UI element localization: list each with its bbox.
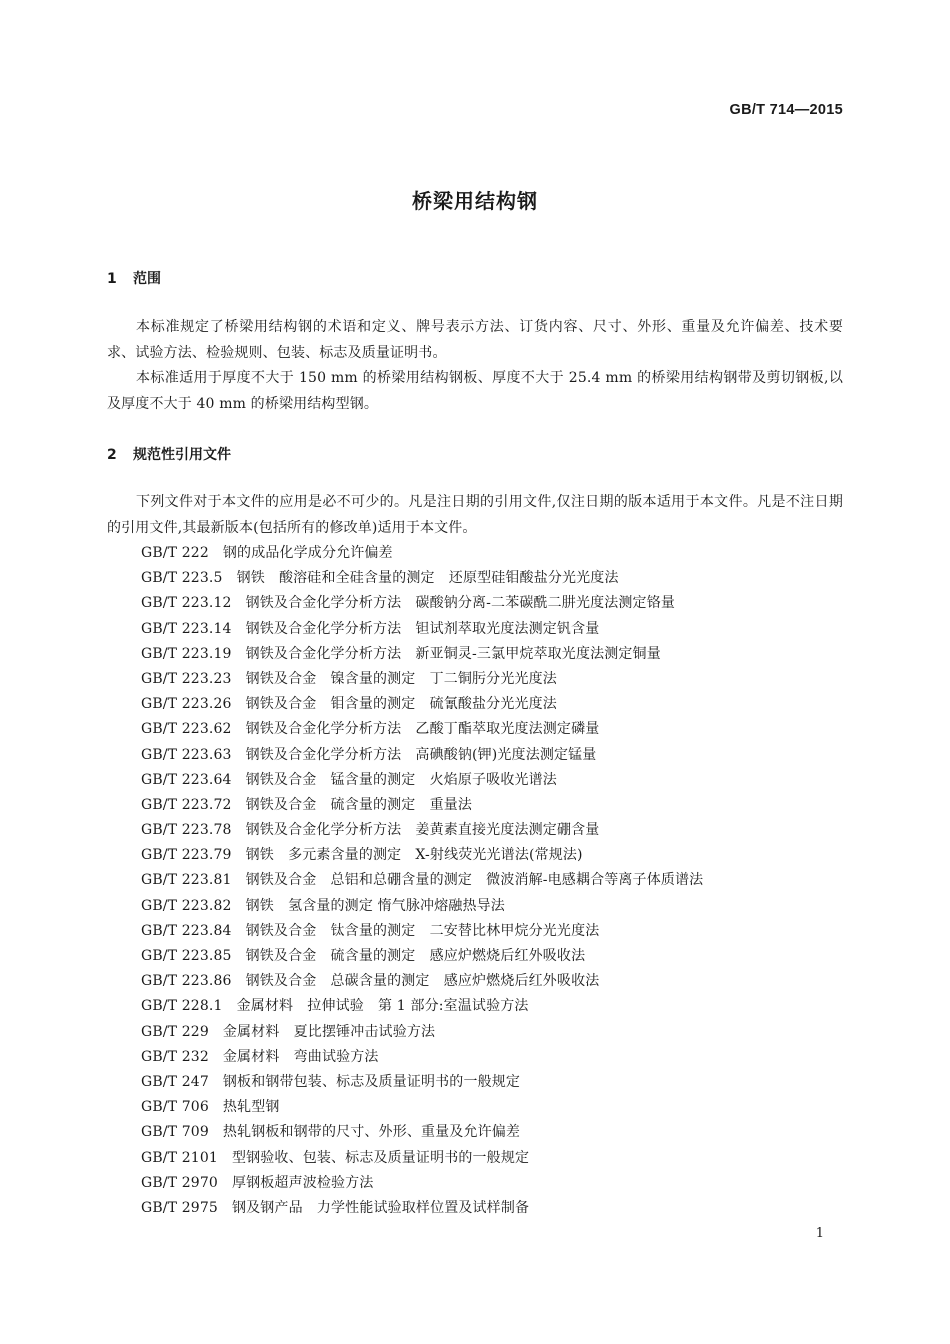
reference-code: GB/T 223.63	[141, 746, 232, 763]
reference-list	[141, 541, 703, 1221]
reference-item	[141, 768, 703, 793]
reference-title: 钢铁 氢含量的测定 惰气脉冲熔融热导法	[245, 897, 505, 914]
reference-item	[141, 1171, 703, 1196]
reference-item	[141, 1020, 703, 1045]
reference-item	[141, 717, 703, 742]
reference-title: 钢铁 多元素含量的测定 X-射线荧光光谱法(常规法)	[245, 847, 583, 864]
reference-title: 钢铁及合金 锰含量的测定 火焰原子吸收光谱法	[245, 771, 557, 788]
section-2-intro: 下列文件对于本文件的应用是必不可少的。凡是注日期的引用文件,仅注日期的版本适用于本文件。凡是不注日期的引用文件,其最新版本(包括所有的修改单)适用于本文件。	[107, 494, 843, 536]
reference-title: 金属材料 弯曲试验方法	[222, 1048, 379, 1065]
reference-code: GB/T 223.84	[141, 922, 232, 939]
reference-code: GB/T 223.64	[141, 771, 232, 788]
standard-code: GB/T 714—2015	[729, 102, 843, 118]
reference-title: 钢铁及合金 钼含量的测定 硫氰酸盐分光光度法	[245, 696, 557, 713]
reference-code: GB/T 223.86	[141, 973, 232, 990]
reference-code: GB/T 2970	[141, 1174, 218, 1191]
reference-item	[141, 969, 703, 994]
reference-title: 钢铁及合金化学分析方法 姜黄素直接光度法测定硼含量	[245, 822, 600, 839]
reference-item	[141, 591, 703, 616]
reference-item	[141, 617, 703, 642]
reference-code: GB/T 706	[141, 1099, 209, 1116]
reference-title: 钢铁及合金 镍含量的测定 丁二铜肟分光光度法	[245, 670, 557, 687]
reference-title: 钢铁 酸溶硅和全硅含量的测定 还原型硅钼酸盐分光光度法	[236, 570, 619, 587]
reference-item	[141, 1146, 703, 1171]
reference-item	[141, 692, 703, 717]
reference-item	[141, 1120, 703, 1145]
reference-title: 钢铁及合金 硫含量的测定 感应炉燃烧后红外吸收法	[245, 948, 586, 964]
reference-code: GB/T 228.1	[141, 998, 223, 1015]
reference-code: GB/T 223.78	[141, 822, 232, 839]
section-1-heading	[107, 268, 161, 288]
reference-code: GB/T 223.85	[141, 948, 232, 964]
reference-item	[141, 994, 703, 1019]
reference-title: 钢铁及合金 总铝和总硼含量的测定 微波消解-电感耦合等离子体质谱法	[245, 872, 704, 889]
reference-code: GB/T 223.12	[141, 595, 232, 612]
reference-title: 钢铁及合金 钛含量的测定 二安替比林甲烷分光光度法	[245, 922, 600, 939]
document-title: 桥梁用结构钢	[412, 189, 538, 213]
section-1-paragraph-2: 本标准适用于厚度不大于 150 mm 的桥梁用结构钢板、厚度不大于 25.4 mm 的桥梁用结构钢带及剪切钢板,以及厚度不大于 40 mm 的桥梁用结构型钢。	[107, 370, 843, 412]
reference-title: 热轧型钢	[222, 1099, 280, 1116]
reference-item	[141, 894, 703, 919]
reference-item	[141, 541, 703, 566]
reference-title: 钢铁及合金化学分析方法 高碘酸钠(钾)光度法测定锰量	[245, 746, 597, 763]
reference-item	[141, 818, 703, 843]
reference-code: GB/T 223.5	[141, 570, 223, 587]
reference-item	[141, 667, 703, 692]
reference-code: GB/T 223.62	[141, 721, 232, 738]
reference-code: GB/T 229	[141, 1023, 209, 1040]
reference-item	[141, 919, 703, 944]
reference-item	[141, 843, 703, 868]
reference-title: 钢的成品化学成分允许偏差	[222, 545, 393, 561]
reference-item	[141, 743, 703, 768]
reference-title: 钢铁及合金 硫含量的测定 重量法	[245, 796, 473, 813]
reference-title: 型钢验收、包装、标志及质量证明书的一般规定	[231, 1149, 530, 1166]
reference-item	[141, 1095, 703, 1120]
reference-item	[141, 642, 703, 667]
reference-title: 金属材料 夏比摆锤冲击试验方法	[222, 1023, 436, 1040]
reference-code: GB/T 709	[141, 1124, 209, 1141]
reference-title: 钢及钢产品 力学性能试验取样位置及试样制备	[231, 1199, 530, 1216]
reference-title: 厚钢板超声波检验方法	[231, 1174, 374, 1191]
reference-title: 金属材料 拉伸试验 第 1 部分:室温试验方法	[236, 998, 529, 1015]
page-number: 1	[815, 1226, 824, 1241]
section-2-heading	[107, 444, 231, 464]
reference-title: 热轧钢板和钢带的尺寸、外形、重量及允许偏差	[222, 1124, 521, 1141]
reference-code: GB/T 223.79	[141, 847, 232, 864]
reference-item	[141, 868, 703, 893]
reference-item	[141, 1070, 703, 1095]
reference-item	[141, 793, 703, 818]
reference-code: GB/T 223.19	[141, 645, 232, 662]
reference-title: 钢铁及合金 总碳含量的测定 感应炉燃烧后红外吸收法	[245, 973, 600, 990]
reference-item	[141, 1045, 703, 1070]
reference-item	[141, 566, 703, 591]
reference-item	[141, 944, 703, 969]
reference-title: 钢铁及合金化学分析方法 碳酸钠分离-二苯碳酰二肼光度法测定铬量	[245, 595, 676, 612]
reference-code: GB/T 223.14	[141, 620, 232, 637]
section-1-title: 范围	[133, 271, 161, 287]
reference-code: GB/T 223.26	[141, 696, 232, 713]
section-2-title: 规范性引用文件	[133, 447, 231, 463]
reference-title: 钢铁及合金化学分析方法 乙酸丁酯萃取光度法测定磷量	[245, 721, 600, 738]
reference-code: GB/T 223.82	[141, 897, 232, 914]
section-1-number: 1	[107, 271, 117, 287]
reference-code: GB/T 2975	[141, 1199, 218, 1216]
reference-title: 钢铁及合金化学分析方法 新亚铜灵-三氯甲烷萃取光度法测定铜量	[245, 645, 661, 662]
reference-title: 钢板和钢带包装、标志及质量证明书的一般规定	[222, 1073, 521, 1090]
reference-code: GB/T 223.23	[141, 670, 232, 687]
reference-item	[141, 1196, 703, 1221]
reference-code: GB/T 247	[141, 1073, 209, 1090]
reference-code: GB/T 2101	[141, 1149, 218, 1166]
section-1-paragraph-1: 本标准规定了桥梁用结构钢的术语和定义、牌号表示方法、订货内容、尺寸、外形、重量及允许偏差、技术要求、试验方法、检验规则、包装、标志及质量证明书。	[107, 319, 843, 361]
reference-title: 钢铁及合金化学分析方法 钽试剂萃取光度法测定钒含量	[245, 620, 600, 637]
reference-code: GB/T 223.72	[141, 796, 232, 813]
reference-code: GB/T 222	[141, 545, 209, 561]
reference-code: GB/T 223.81	[141, 872, 232, 889]
reference-code: GB/T 232	[141, 1048, 209, 1065]
section-2-number: 2	[107, 447, 117, 463]
